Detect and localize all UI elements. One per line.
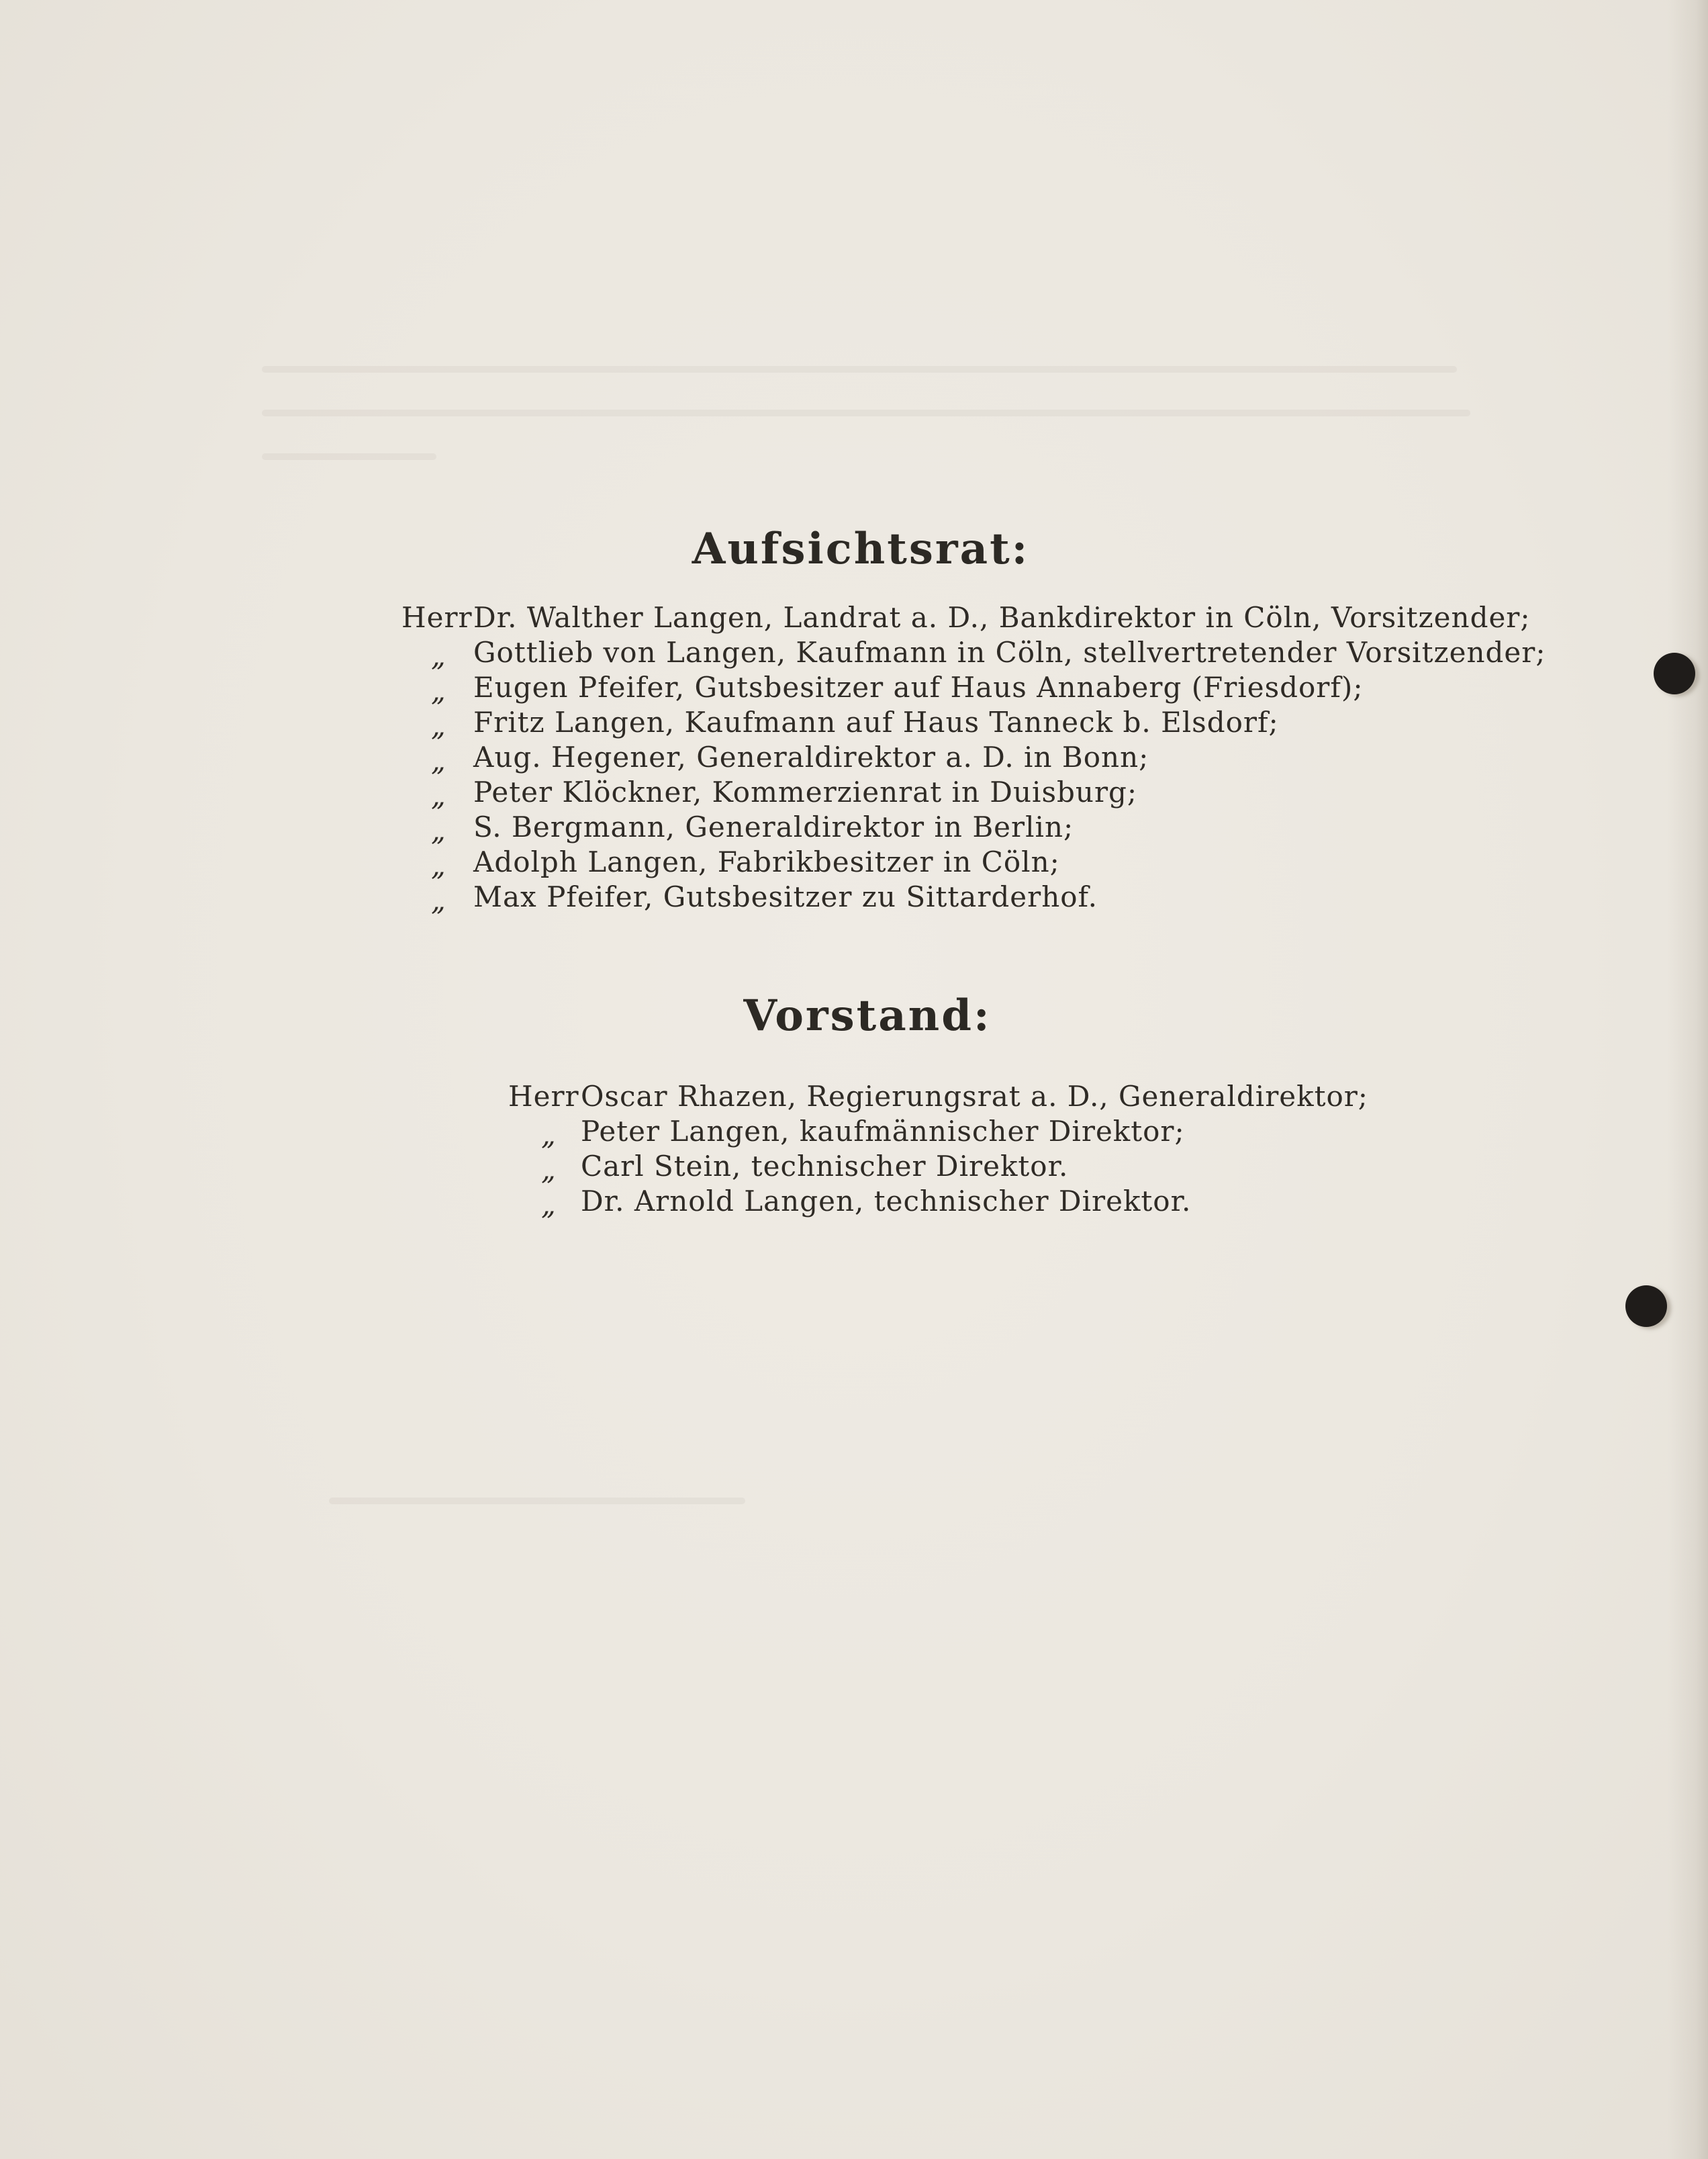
member-text: Adolph Langen, Fabrikbesitzer in Cöln; — [473, 845, 1060, 878]
bleed-through-mark — [262, 453, 436, 460]
member-text: S. Bergmann, Generaldirektor in Berlin; — [473, 811, 1074, 843]
punch-hole — [1654, 653, 1695, 694]
member-text: Peter Klöckner, Kommerzienrat in Duisburg; — [473, 776, 1138, 809]
punch-hole — [1625, 1285, 1667, 1327]
member-text: Oscar Rhazen, Regierungsrat a. D., Generaldirektor; — [581, 1080, 1368, 1113]
member-text: Gottlieb von Langen, Kaufmann in Cöln, stellvertretender Vorsitzender; — [473, 636, 1546, 669]
ditto-mark: „ — [431, 814, 446, 847]
ditto-mark: „ — [541, 1188, 556, 1221]
member-text: Eugen Pfeifer, Gutsbesitzer auf Haus Annaberg (Friesdorf); — [473, 671, 1364, 704]
member-text: Dr. Walther Langen, Landrat a. D., Bankdirektor in Cöln, Vorsitzender; — [473, 601, 1531, 634]
member-text: Max Pfeifer, Gutsbesitzer zu Sittarderhof. — [473, 880, 1098, 913]
aufsichtsrat-heading: Aufsichtsrat: — [692, 524, 1030, 574]
ditto-mark: „ — [541, 1118, 556, 1151]
ditto-mark: „ — [431, 674, 446, 707]
ditto-mark: „ — [431, 849, 446, 882]
ditto-mark: „ — [431, 709, 446, 742]
ditto-mark: „ — [431, 744, 446, 777]
ditto-mark: „ — [541, 1153, 556, 1186]
member-prefix: Herr — [401, 601, 473, 634]
member-text: Peter Langen, kaufmännischer Direktor; — [581, 1115, 1185, 1148]
member-text: Carl Stein, technischer Direktor. — [581, 1150, 1069, 1183]
member-text: Aug. Hegener, Generaldirektor a. D. in Bonn; — [473, 741, 1149, 774]
page-edge-shadow — [1668, 0, 1708, 2159]
member-text: Dr. Arnold Langen, technischer Direktor. — [581, 1185, 1192, 1218]
vorstand-heading: Vorstand: — [743, 991, 992, 1041]
bleed-through-mark — [262, 366, 1457, 373]
member-text: Fritz Langen, Kaufmann auf Haus Tanneck b. Elsdorf; — [473, 706, 1279, 739]
member-prefix: Herr — [508, 1080, 579, 1113]
bleed-through-mark — [329, 1498, 745, 1504]
bleed-through-mark — [262, 410, 1470, 416]
ditto-mark: „ — [431, 779, 446, 812]
ditto-mark: „ — [431, 884, 446, 917]
ditto-mark: „ — [431, 639, 446, 672]
